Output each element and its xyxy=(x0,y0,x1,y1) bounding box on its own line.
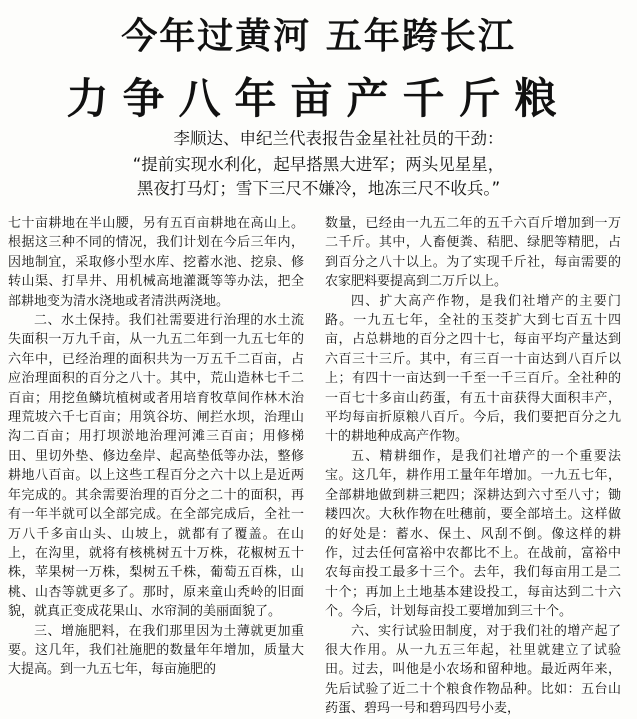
paragraph: 二、水土保持。我们社需要进行治理的水土流失面积一万九千亩，从一九五二年到一九五七年的六年中，已经治理的面积共为一万五千二百亩，占应治理面积的百分之八十。其中，荒山造林七千二百亩；用挖鱼鳞坑植树或者用培育牧草间作林木治理荒坡六千七百亩；用筑谷坊、闸拦水坝，治理山沟二百亩；用打坝淤地治理河滩三百亩；用修梯田、里切外垫、修边垒岸、起高垫低等办法，整修耕地八百亩。以上这些工程百分之六十以上是近两年完成的。其余需要治理的百分之二十的面积，再有一年半就可以全部完成。在全部完成后，全社一万八千多亩山头、山坡上，就都有了覆盖。在山上，在沟里，就将有核桃树五十万株，花椒树五十株，苹果树一万株，梨树五千株，葡萄五百株，山桃、山杏等就更多了。那时，原来童山秃岭的旧面貌，就真正变成花果山、水帘洞的美丽面貌了。 xyxy=(8,313,304,620)
article-column-right xyxy=(325,214,621,717)
headline-line-1: 今年过黄河 五年跨长江 xyxy=(121,16,516,57)
paragraph: 四、扩大高产作物，是我们社增产的主要门路。一九五七年，全社的玉茭扩大到七百五十四亩，占总耕地的百分之四十七，每亩平均产量达到六百三十三斤。其中，有三百一十亩达到八百斤以上；有四十一亩达到一千至一千三百斤。全社种的一百七十多亩山药蛋，有五十亩获得大面积丰产，平均每亩折原粮八百斤。今后，我们要把百分之九十的耕地种成高产作物。 xyxy=(325,293,621,445)
subtitle-line-2: “提前实现水利化，起早搭黑大进军；两头见星星， xyxy=(132,155,505,174)
article-column-left xyxy=(8,214,304,680)
paragraph: 数量，已经由一九五二年的五千六百斤增加到一万二千斤。其中，人畜便粪、秸肥、绿肥等精肥，占到百分之八十以上。为了实现千斤社，每亩需要的农家肥料要提高到二万斤以上。 xyxy=(325,216,621,290)
paragraph: 六、实行试验田制度，对于我们社的增产起了很大作用。从一九五三年起，社里就建立了试验田。过去，叫他是小农场和留种地。最近两年来，先后试验了近二十个粮食作物品种。比如：五台山药蛋、碧玛一号和碧玛四号小麦， xyxy=(325,623,621,717)
subtitle-line-1: 李顺达、申纪兰代表报告金星社社员的干劲： xyxy=(173,129,504,148)
subtitle-line-3: 黑夜打马灯；雪下三尺不嫌冷，地冻三尺不收兵。” xyxy=(136,179,501,198)
headline-line-2: 力争八年亩产千斤粮 xyxy=(66,74,571,123)
paragraph: 五、精耕细作，是我们社增产的一个重要法宝。这几年，耕作用工量年年增加。一九五七年，全部耕地做到耕三耙四；深耕达到六寸至八寸；锄耧四次。大秋作物在吐穗前，要全部培土。这样做的好处是：蓄水、保土、风刮不倒。像这样的耕作，过去任何富裕中农都比不上。在战前，富裕中农每亩投工最多十三个。去年，我们每亩用工是二十个；再加上土地基本建设投工，每亩达到二十六个。今后，计划每亩投工要增加到三十个。 xyxy=(325,448,621,620)
paragraph: 七十亩耕地在半山腰，另有五百亩耕地在高山上。根据这三种不同的情况，我们计划在今后三年内，因地制宜，采取修小型水库、挖蓄水池、挖泉、修转山渠、打旱井、用机械高地灌溉等等办法，把全部耕地变为清水浇地或者清洪两浇地。 xyxy=(8,216,304,309)
paragraph: 三、增施肥料，在我们那里因为土薄就更加重要。这几年，我们社施肥的数量年年增加，质量大大提高。到一九五七年，每亩施肥的 xyxy=(8,623,304,678)
